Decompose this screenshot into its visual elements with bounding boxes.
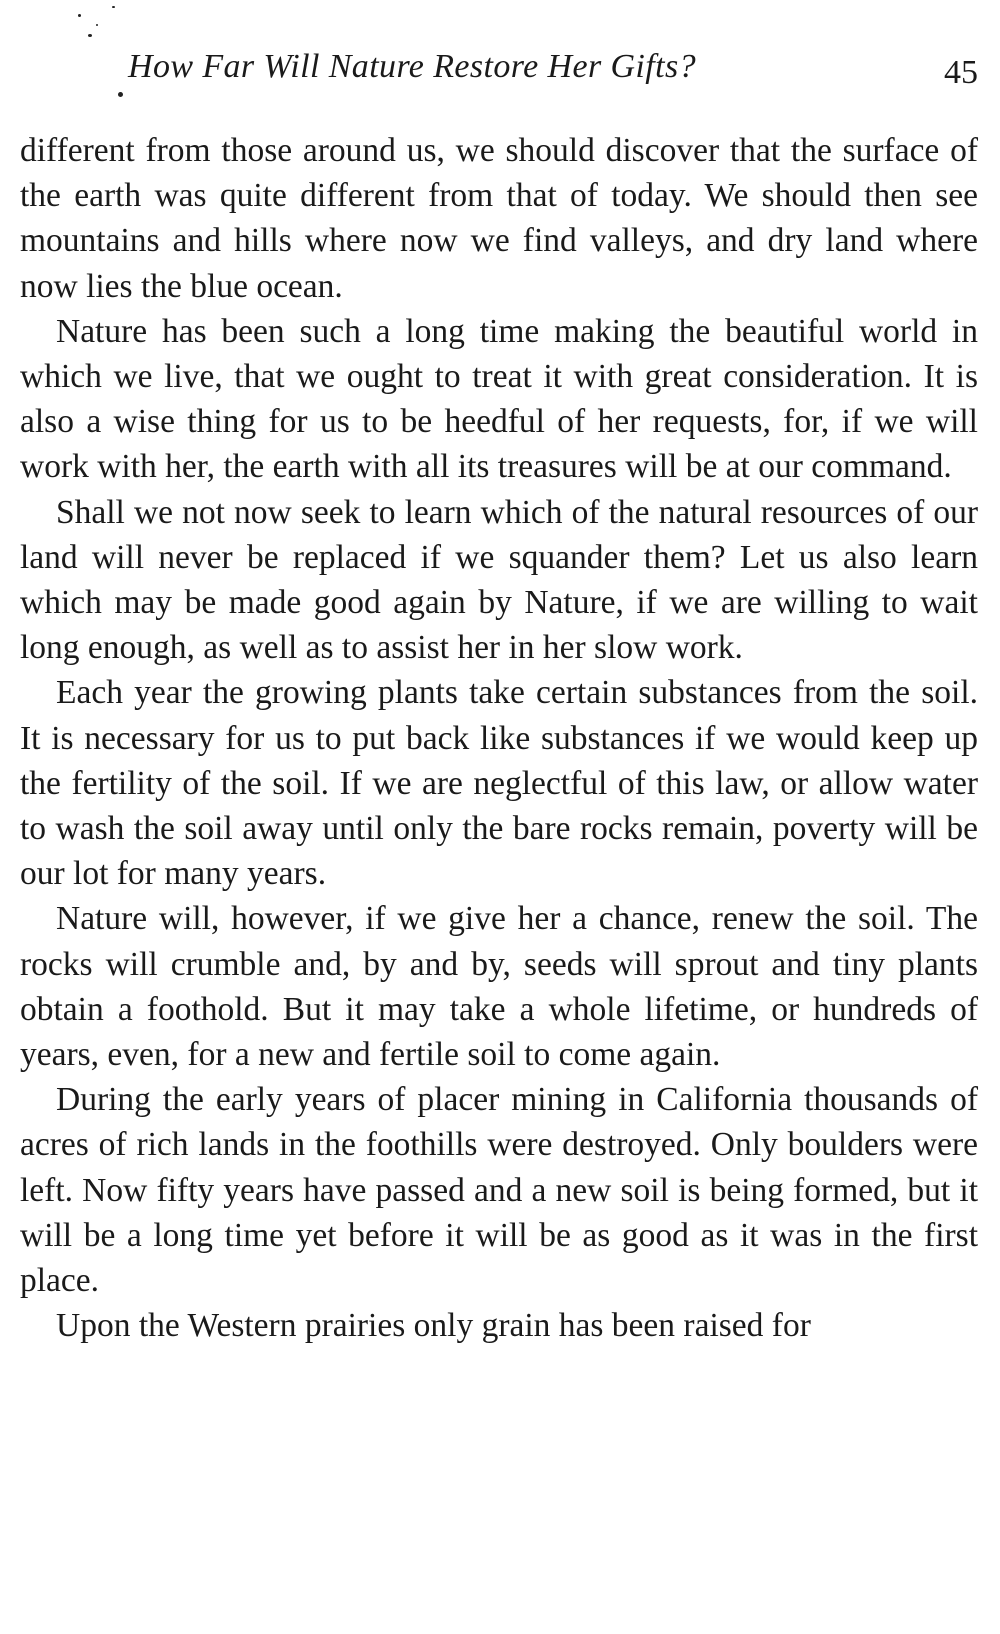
paragraph: Shall we not now seek to learn which of the natural resources of our land will never be replaced if we squander them? Let us also learn which may be made good again by Nature, if we are willing to wait long enough, as well as to assist her in her slow work.	[20, 493, 978, 667]
body-text	[20, 128, 978, 1348]
paragraph: Each year the growing plants take certain substances from the soil. It is necessary for us to put back like substances if we would keep up the fertility of the soil. If we are neglectful of this law, or allow water to wash the soil away until only the bare rocks remain, poverty will be our lot for many years.	[20, 674, 978, 893]
paragraph: Nature will, however, if we give her a chance, renew the soil. The rocks will crumble and, by and by, seeds will sprout and tiny plants obtain a foothold. But it may take a whole lifetime, or hundreds of years, even, for a new and fertile soil to come again.	[20, 900, 978, 1074]
paragraph: different from those around us, we should discover that the surface of the earth was quite different from that of today. We should then see mountains and hills where now we find valleys, and dry land where now lies the blue ocean.	[20, 132, 978, 305]
page-number: 45	[944, 54, 978, 91]
scan-speck	[118, 92, 123, 97]
paragraph: During the early years of placer mining in California thousands of acres of rich lands in the foothills were destroyed. Only boulders were left. Now fifty years have passed and a new soil is being formed, but it will be a long time yet before it will be as good as it was in the first place.	[20, 1081, 978, 1300]
paragraph: Upon the Western prairies only grain has been raised for	[56, 1307, 811, 1345]
scan-speck	[88, 34, 92, 37]
scan-speck	[96, 24, 98, 26]
running-title: How Far Will Nature Restore Her Gifts?	[128, 48, 696, 85]
page-header	[128, 48, 978, 98]
scan-speck	[112, 6, 115, 8]
scan-speck	[78, 14, 81, 17]
paragraph: Nature has been such a long time making the beautiful world in which we live, that we ought to treat it with great consideration. It is also a wise thing for us to be heedful of her requests, for, if we will work with her, the earth with all its treasures will be at our command.	[20, 312, 978, 486]
